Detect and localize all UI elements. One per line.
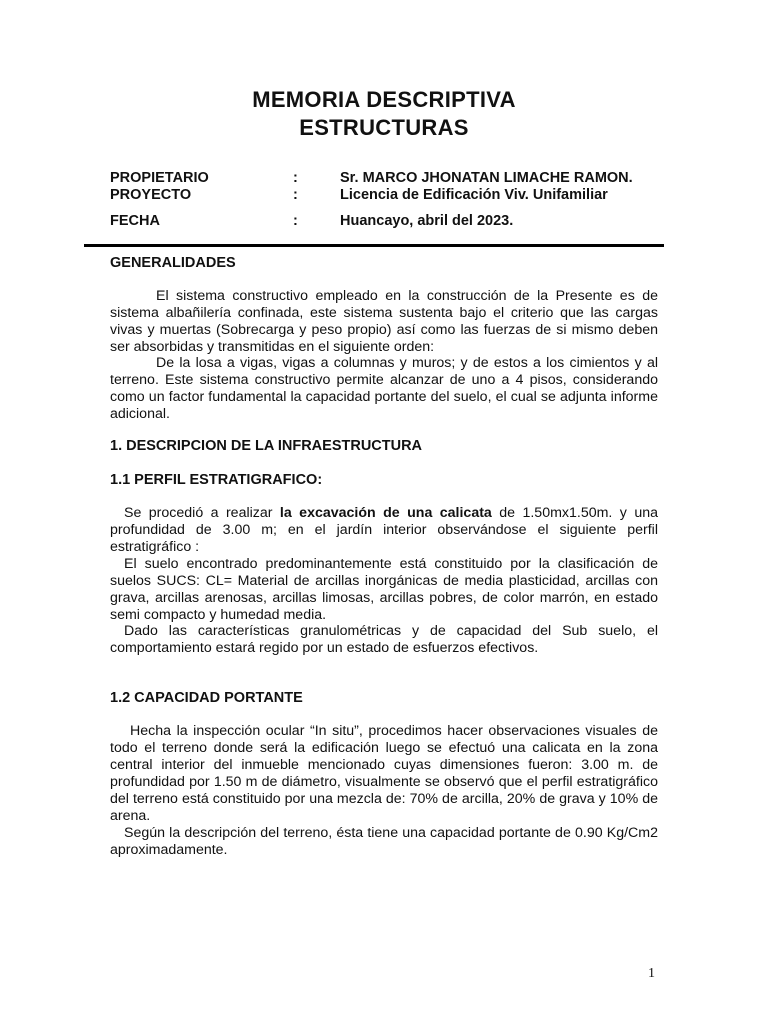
document-title: MEMORIA DESCRIPTIVA [252,87,516,112]
paragraph-generalidades-1: El sistema constructivo empleado en la construcción de la Presente es de sistema albañilería confinada, este sistema sustenta bajo el criterio que las cargas vivas y muertas (Sobrecarga y peso propio) así como las fuerzas de si mismo deben ser absorbidas y transmitidas en el siguiente orden: [110,288,658,355]
owner-value: Sr. MARCO JHONATAN LIMACHE RAMON. [340,170,633,186]
perfil-1-pre: Se procedió a realizar [124,505,280,521]
heading-generalidades: GENERALIDADES [110,255,236,271]
paragraph-perfil-2: El suelo encontrado predominantemente está constituido por la clasificación de suelos SUCS: CL= Material de arcillas inorgánicas de media plasticidad, arcillas con grava, arcillas arenosas, arcillas limosas, arcillas pobres, de color marrón, en estado semi compacto y humedad media. [110,556,658,623]
perfil-1-post: de 1.50mx1.50m. y una profundidad de 3.00 m; en el jardín interior observándose el siguiente perfil estratigráfico : [110,505,658,555]
perfil-1-bold: la excavación de una calicata [279,505,492,521]
document-subtitle: ESTRUCTURAS [299,115,469,140]
header-divider [84,244,664,247]
heading-section-1-2: 1.2 CAPACIDAD PORTANTE [110,690,303,706]
project-separator: : [293,187,298,203]
paragraph-perfil-3: Dado las características granulométricas y de capacidad del Sub suelo, el comportamiento estará regido por un estado de esfuerzos efectivos. [110,623,658,656]
date-label: FECHA [110,213,160,229]
heading-section-1-1: 1.1 PERFIL ESTRATIGRAFICO: [110,472,323,488]
project-label: PROYECTO [110,187,192,203]
paragraph-perfil-1 [110,505,658,556]
paragraph-capacidad-2: Según la descripción del terreno, ésta tiene una capacidad portante de 0.90 Kg/Cm2 aproximadamente. [110,825,658,858]
owner-separator: : [293,170,298,186]
paragraph-generalidades-2: De la losa a vigas, vigas a columnas y muros; y de estos a los cimientos y al terreno. Este sistema constructivo permite alcanzar de uno a 4 pisos, considerando como un factor fundamental la capacidad portante del suelo, el cual se adjunta informe adicional. [110,355,658,422]
date-separator: : [293,213,298,229]
paragraph-capacidad-1: Hecha la inspección ocular “In situ”, procedimos hacer observaciones visuales de todo el terreno donde será la edificación luego se efectuó una calicata en la zona central interior del inmueble mencionado cuyas dimensiones fueron: 3.00 m. de profundidad por 1.50 m de diámetro, visualmente se observó que el perfil estratigráfico del terreno está constituido por una mezcla de: 70% de arcilla, 20% de grava y 10% de arena. [110,723,658,824]
project-value: Licencia de Edificación Viv. Unifamiliar [340,187,608,203]
date-value: Huancayo, abril del 2023. [340,213,514,229]
heading-section-1: 1. DESCRIPCION DE LA INFRAESTRUCTURA [110,438,423,454]
owner-label: PROPIETARIO [110,170,209,186]
page-number: 1 [648,966,655,981]
